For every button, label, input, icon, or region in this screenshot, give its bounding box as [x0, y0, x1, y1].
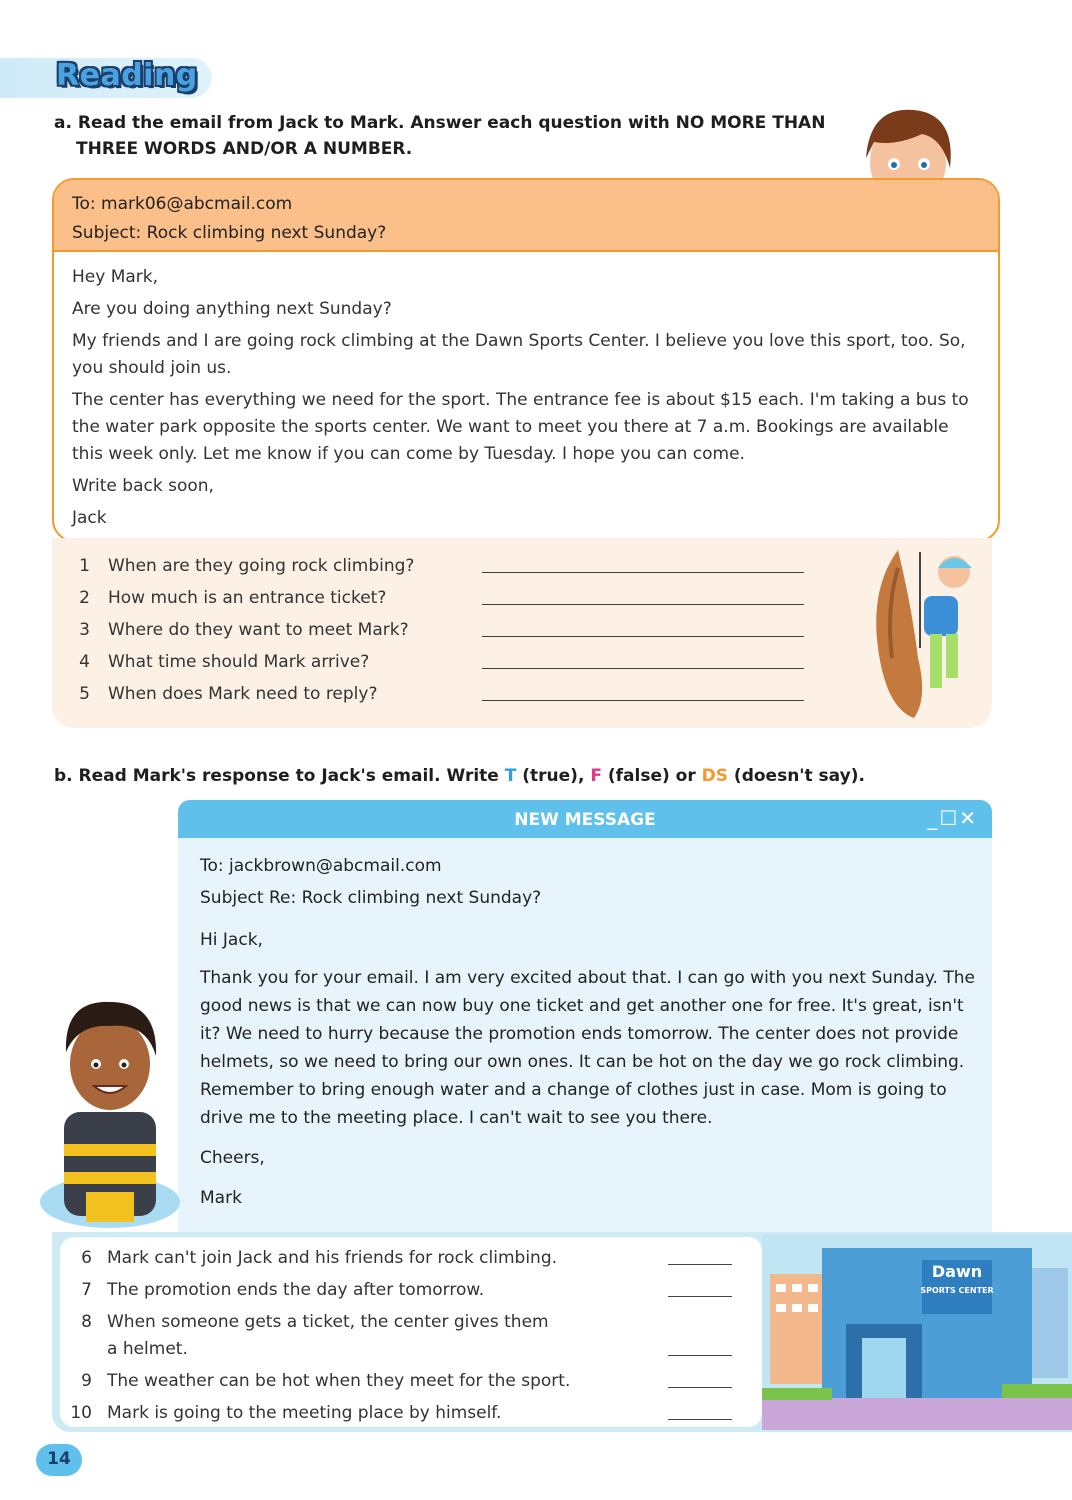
email-closing: Write back soon, — [72, 476, 214, 496]
email-closing: Cheers, — [200, 1148, 265, 1168]
building-sign-subtitle: SPORTS CENTER — [920, 1286, 994, 1295]
answer-blank[interactable] — [668, 1264, 732, 1265]
instruction-line-1: a. Read the email from Jack to Mark. Answer each question with NO MORE THAN — [54, 113, 826, 133]
answer-blank[interactable] — [482, 604, 804, 605]
answer-blank[interactable] — [482, 668, 804, 669]
answer-blank[interactable] — [482, 572, 804, 573]
jack-email-header — [54, 180, 998, 252]
email-paragraph: The center has everything we need for the sport. The entrance fee is about $15 each. I'm taking a bus to the water park opposite the sports center. We want to meet you there at 7 a.m. Bookings are available this week only. Let me know if you can come by Tuesday. I hope you can come. — [72, 390, 969, 464]
false-label: F — [590, 766, 602, 786]
answer-blank[interactable] — [668, 1296, 732, 1297]
answer-blank[interactable] — [668, 1355, 732, 1356]
mark-email-window — [178, 800, 992, 1232]
window-title: NEW MESSAGE — [514, 810, 656, 830]
email-signature: Jack — [72, 508, 107, 528]
jack-email — [52, 178, 1000, 542]
answer-blank[interactable] — [482, 700, 804, 701]
email-greeting: Hey Mark, — [72, 267, 159, 287]
climber-illustration — [868, 548, 984, 720]
mark-illustration — [36, 992, 184, 1230]
email-paragraph: My friends and I are going rock climbing at the Dawn Sports Center. I believe you love this sport, too. So, you should join us. — [72, 331, 966, 378]
true-label: T — [504, 766, 517, 786]
email-body: Thank you for your email. I am very excited about that. I can go with you next Sunday. The good news is that we can now buy one ticket and get another one for free. It's great, isn't it? We need to hurry because the promotion ends tomorrow. The center does not provide helmets, so we need to bring our own ones. It can be hot on the day we go rock climbing. Remember to bring enough water and a change of clothes just in case. Mom is going to drive me to the meeting place. I can't wait to see you there. — [200, 968, 975, 1128]
sports-center-illustration — [762, 1234, 1072, 1430]
email-subject: Subject Re: Rock climbing next Sunday? — [200, 888, 542, 908]
doesnt-say-label: DS — [701, 766, 729, 786]
part-a-instruction — [54, 110, 825, 162]
email-line: Are you doing anything next Sunday? — [72, 299, 392, 319]
part-b-instruction: b. Read Mark's response to Jack's email. Write T (true), F (false) or DS (doesn't say). — [54, 766, 865, 786]
instruction-line-2: THREE WORDS AND/OR A NUMBER. — [76, 139, 413, 159]
section-title: Reading — [56, 58, 198, 93]
email-to: To: mark06@abcmail.com — [72, 194, 293, 214]
window-titlebar — [178, 800, 992, 838]
answer-blank[interactable] — [668, 1387, 732, 1388]
email-subject: Subject: Rock climbing next Sunday? — [72, 223, 387, 243]
page-number: 14 — [47, 1449, 71, 1469]
email-signature: Mark — [200, 1188, 242, 1208]
email-greeting: Hi Jack, — [200, 930, 263, 950]
answer-blank[interactable] — [482, 636, 804, 637]
window-controls-icon[interactable]: _☐✕ — [927, 806, 978, 830]
answer-blank[interactable] — [668, 1419, 732, 1420]
building-sign: Dawn — [931, 1262, 983, 1281]
email-to: To: jackbrown@abcmail.com — [200, 856, 442, 876]
jack-email-body — [54, 252, 998, 542]
